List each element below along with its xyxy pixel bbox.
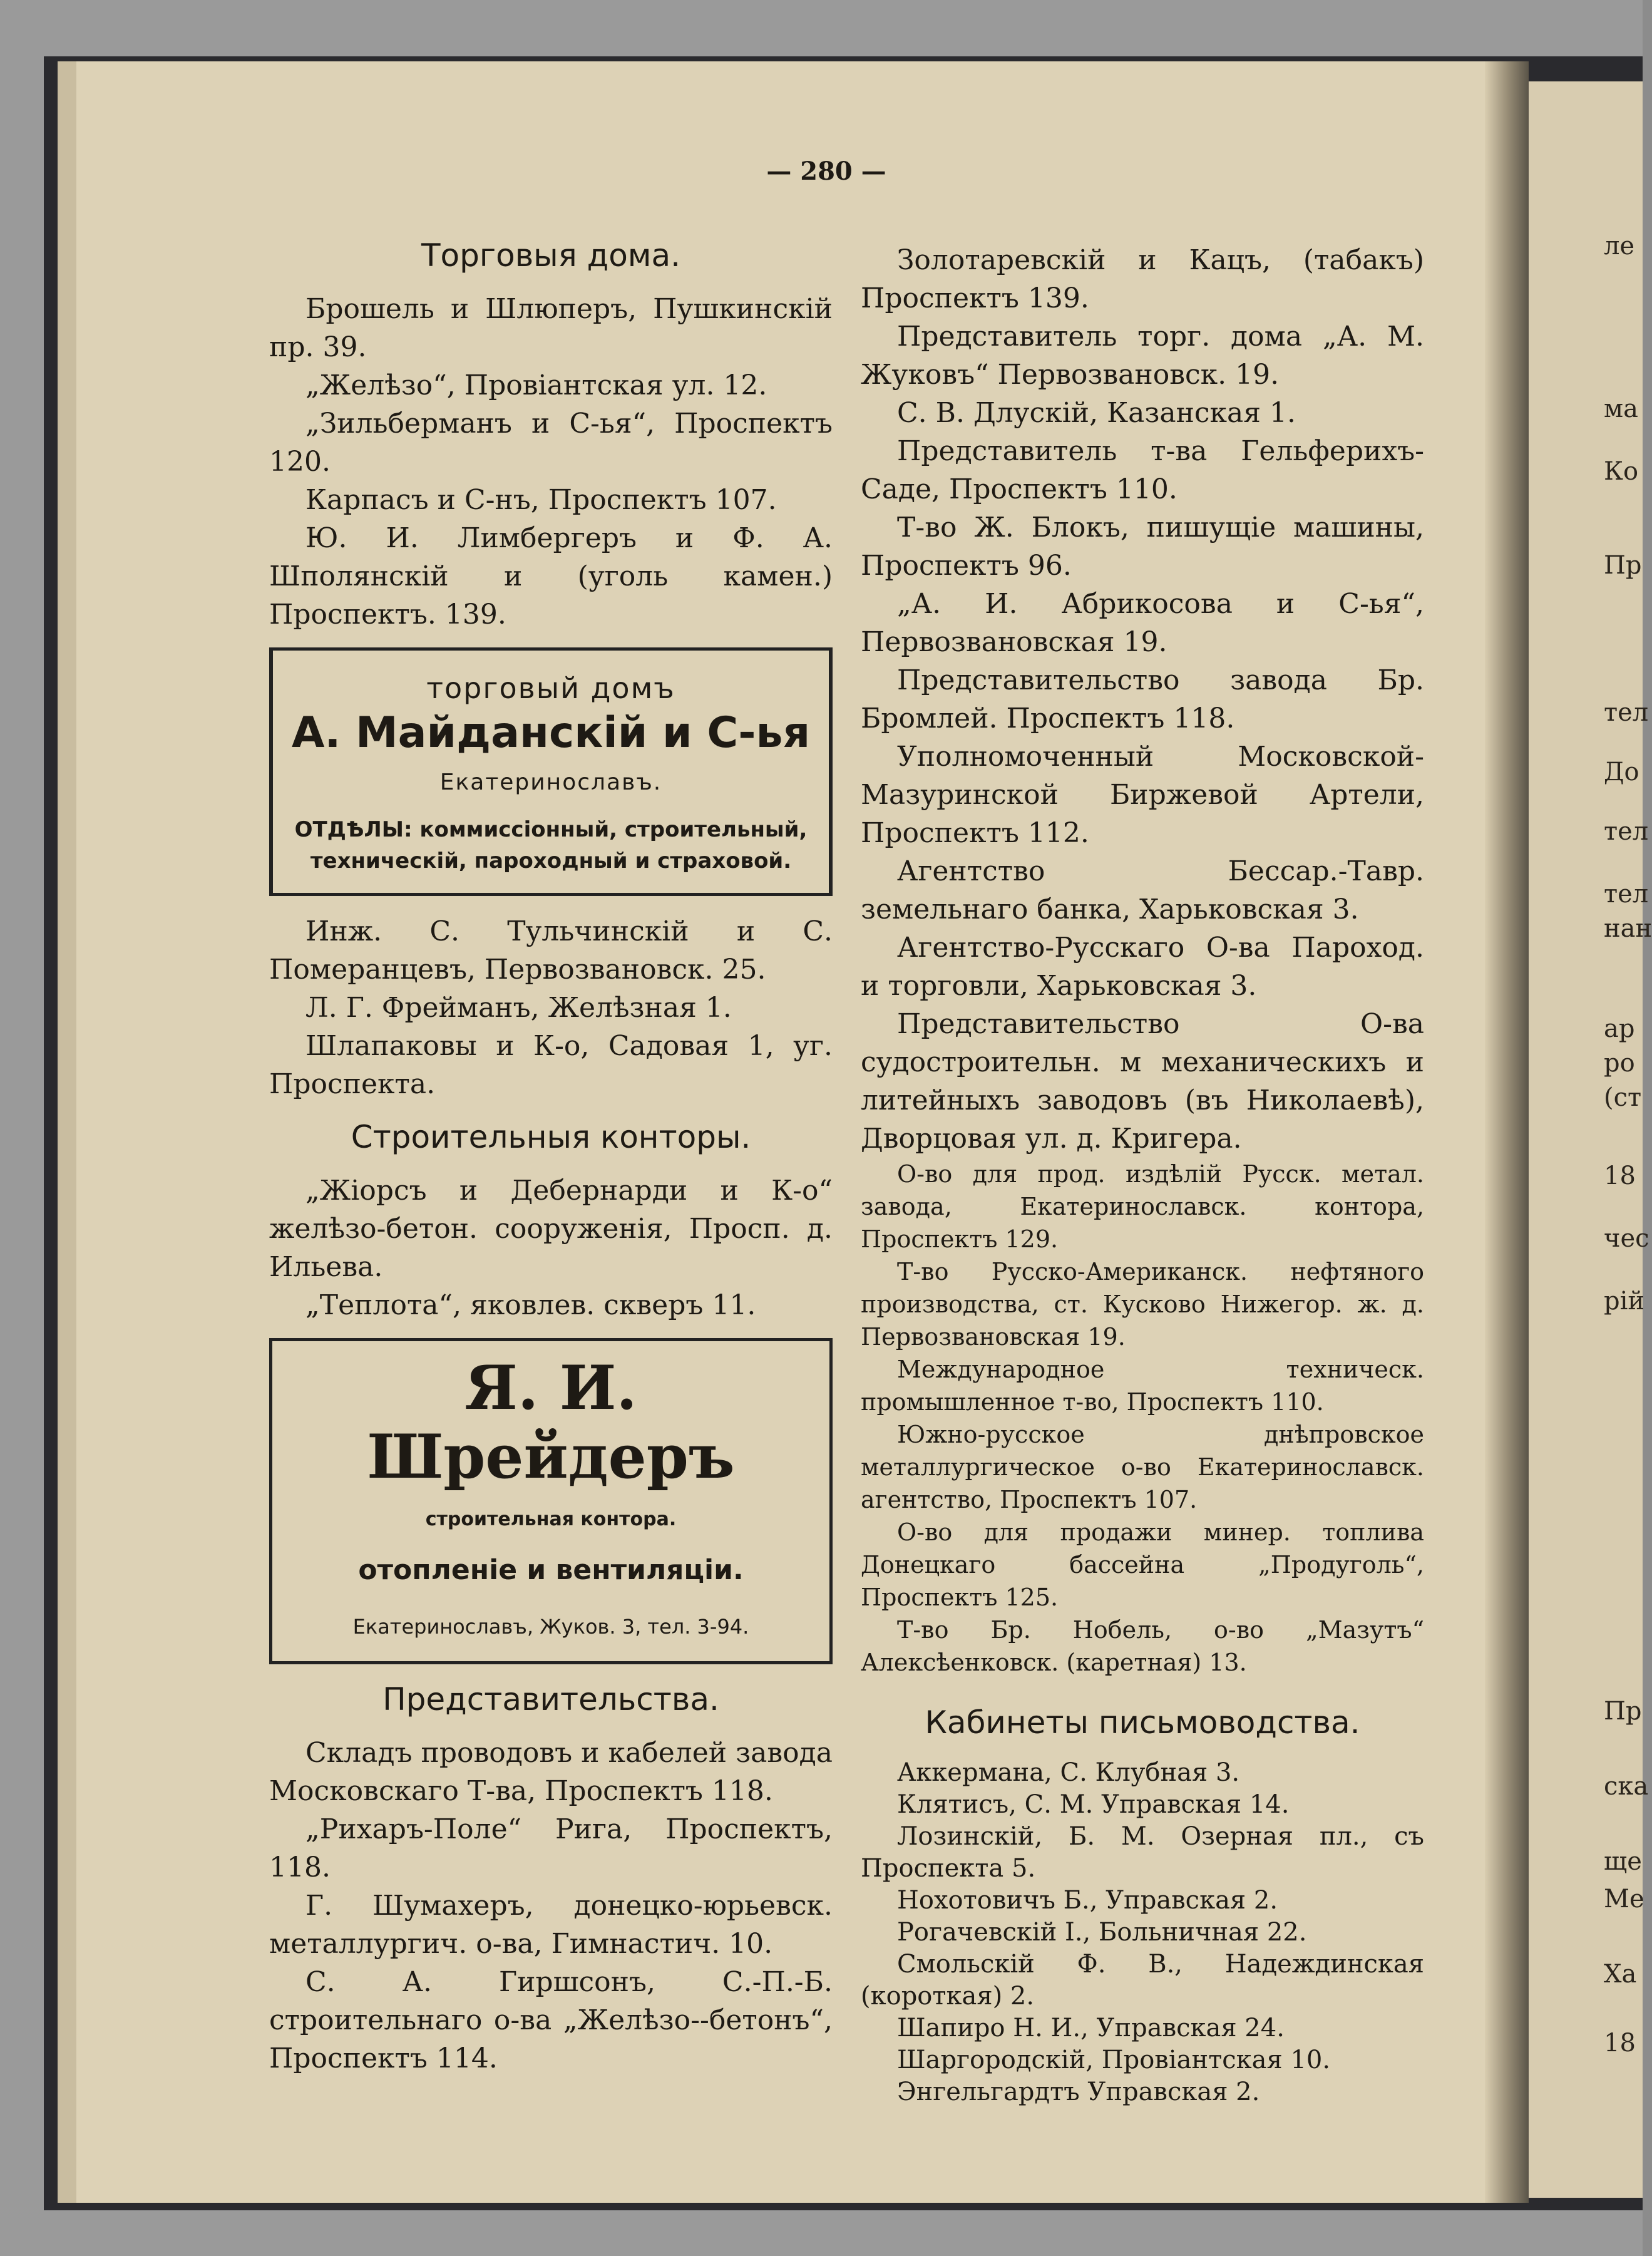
fragment-text: ле [1604, 232, 1635, 260]
list-item: „Желѣзо“, Провіантская ул. 12. [305, 369, 767, 401]
ad-services: отопленіе и вентиляціи. [358, 1554, 744, 1586]
list-item: Представительство завода Бр. Бромлей. Проспектъ 118. [861, 664, 1424, 734]
list-item: Лозинскій, Б. М. Озерная пл., съ Проспекта 5. [861, 1822, 1424, 1883]
list-item: Карпасъ и С-нъ, Проспектъ 107. [305, 484, 777, 516]
list-item: Представительство О-ва судостроительн. м механическихъ и литейныхъ заводовъ (въ Николаевѣ), Дворцовая ул. д. Кригера. [861, 1008, 1424, 1155]
fragment-text: ро [1604, 1049, 1635, 1078]
list-item: Агентство Бессар.-Тавр. земельнаго банка, Харьковская 3. [861, 855, 1424, 925]
fragment-text: нан [1604, 914, 1652, 943]
fragment-text: чес [1604, 1224, 1649, 1253]
list-item: „Рихаръ-Поле“ Рига, Проспектъ, 118. [269, 1813, 833, 1883]
list-item: Инж. С. Тульчинскій и С. Померанцевъ, Первозвановск. 25. [269, 915, 833, 986]
list-item: Шлапаковы и К-о, Садовая 1, уг. Проспекта. [269, 1030, 833, 1100]
fragment-text: ар [1604, 1014, 1635, 1043]
list-item: Л. Г. Фрейманъ, Желѣзная 1. [305, 992, 732, 1024]
ad-company-name: А. Майданскій и С-ья [291, 708, 811, 758]
list-item: „Жіорсъ и Дебернарди и К-о“ желѣзо-бетон. сооруженія, Просп. д. Ильева. [269, 1175, 833, 1283]
fragment-text: тел [1604, 698, 1649, 727]
clerical-offices-list [861, 1757, 1424, 2108]
page-number: — 280 — [766, 157, 886, 186]
fragment-text: До [1604, 758, 1639, 786]
ad-city: Екатеринославъ. [439, 770, 662, 795]
list-item: Южно-русское днѣпровское металлургическое о-во Екатеринославск. агентство, Проспектъ 107. [861, 1421, 1424, 1513]
ad-subtitle: торговый домъ [426, 671, 675, 705]
ad-address: Екатеринославъ, Жуков. 3, тел. 3-94. [352, 1615, 749, 1639]
list-item: С. А. Гиршсонъ, С.-П.-Б. строительнаго о-ва „Желѣзо--бетонъ“, Проспектъ 114. [269, 1966, 833, 2074]
list-item: Аккермана, С. Клубная 3. [897, 1758, 1240, 1787]
list-item: „Теплота“, яковлев. скверъ 11. [305, 1289, 756, 1321]
fragment-text: тел [1604, 817, 1649, 846]
adjacent-page-fragment [1529, 81, 1652, 2198]
fragment-text: ска [1604, 1772, 1649, 1801]
fragment-text: Ме [1604, 1885, 1644, 1913]
list-item: Рогачевскій І., Больничная 22. [897, 1918, 1307, 1947]
section-heading-representations: Представительства. [382, 1681, 719, 1718]
list-item: Т-во Ж. Блокъ, пишущіе машины, Проспектъ 96. [861, 512, 1424, 582]
list-item: Шаргородскій, Провіантская 10. [897, 2046, 1331, 2074]
fragment-text: Пр [1604, 551, 1642, 580]
fragment-text: ще [1604, 1847, 1642, 1876]
fragment-text: ма [1604, 394, 1638, 423]
list-item: Смольскій Ф. В., Надеждинская (короткая) 2. [861, 1950, 1424, 2011]
list-item: Представитель торг. дома „А. М. Жуковъ“ Первозвановск. 19. [861, 321, 1424, 391]
page-gutter [1485, 61, 1529, 2203]
list-item: Складъ проводовъ и кабелей завода Московскаго Т-ва, Проспектъ 118. [269, 1737, 833, 1807]
list-item: Нохотовичъ Б., Управская 2. [897, 1886, 1278, 1915]
section-heading-trade-houses: Торговыя дома. [421, 237, 681, 274]
fragment-text: 18 [1604, 2029, 1636, 2058]
list-item: Т-во Бр. Нобель, о-во „Мазутъ“ Алексѣенковск. (каретная) 13. [861, 1616, 1424, 1676]
list-item: Международное техническ. промышленное т-во, Проспектъ 110. [861, 1356, 1424, 1416]
section-heading-construction-offices: Строительныя конторы. [351, 1119, 751, 1155]
list-item: Т-во Русско-Американск. нефтяного производства, ст. Кусково Нижегор. ж. д. Первозвановская 19. [861, 1258, 1424, 1351]
fragment-text: Пр [1604, 1697, 1642, 1726]
section-heading-clerical-offices: Кабинеты письмоводства. [925, 1704, 1360, 1741]
list-item: О-во для прод. издѣлій Русск. метал. завода, Екатеринославск. контора, Проспектъ 129. [861, 1160, 1424, 1253]
fragment-text: Ко [1604, 457, 1639, 486]
list-item: Г. Шумахеръ, донецко-юрьевск. металлургич. о-ва, Гимнастич. 10. [269, 1890, 833, 1960]
list-item: Энгельгардтъ Управская 2. [897, 2078, 1260, 2106]
list-item: Представитель т-ва Гельферихъ-Саде, Проспектъ 110. [861, 435, 1424, 505]
fragment-text: рій [1604, 1287, 1645, 1316]
list-item: Брошель и Шлюперъ, Пушкинскій пр. 39. [269, 293, 833, 363]
ad-departments: ОТДѢЛЫ: коммиссіонный, строительный, техническій, пароходный и страховой. [294, 817, 808, 873]
left-column [269, 232, 833, 2078]
list-item: Уполномоченный Московской-Мазуринской Биржевой Артели, Проспектъ 112. [861, 741, 1424, 849]
list-item: Агентство-Русскаго О-ва Пароход. и торговли, Харьковская 3. [861, 932, 1424, 1002]
fragment-text: Ха [1604, 1960, 1637, 1989]
list-item: О-во для продажи минер. топлива Донецкаго бассейна „Продуголь“, Проспектъ 125. [861, 1518, 1424, 1611]
list-item: Шапиро Н. И., Управская 24. [897, 2014, 1285, 2042]
ad-company-name: Я. И. Шрейдеръ [367, 1352, 735, 1492]
list-item: Ю. И. Лимбергеръ и Ф. А. Шполянскій и (уголь камен.) Проспектъ. 139. [269, 522, 833, 631]
ad-subtitle: строительная контора. [425, 1508, 677, 1530]
list-item: „Зильберманъ и С-ья“, Проспектъ 120. [269, 408, 833, 478]
fragment-text: (ст [1604, 1083, 1642, 1112]
list-item: Клятисъ, С. М. Управская 14. [897, 1790, 1290, 1819]
advertisement-shreider [269, 1338, 833, 1664]
fragment-text: тел [1604, 880, 1649, 909]
fragment-text: 18 [1604, 1161, 1636, 1190]
list-item: Золотаревскій и Кацъ, (табакъ) Проспектъ 139. [861, 244, 1424, 314]
list-item: С. В. Длускій, Казанская 1. [897, 397, 1296, 429]
advertisement-maydanskiy [269, 647, 833, 896]
right-column [861, 241, 1424, 2108]
list-item: „А. И. Абрикосова и С-ья“, Первозвановская 19. [861, 588, 1424, 658]
